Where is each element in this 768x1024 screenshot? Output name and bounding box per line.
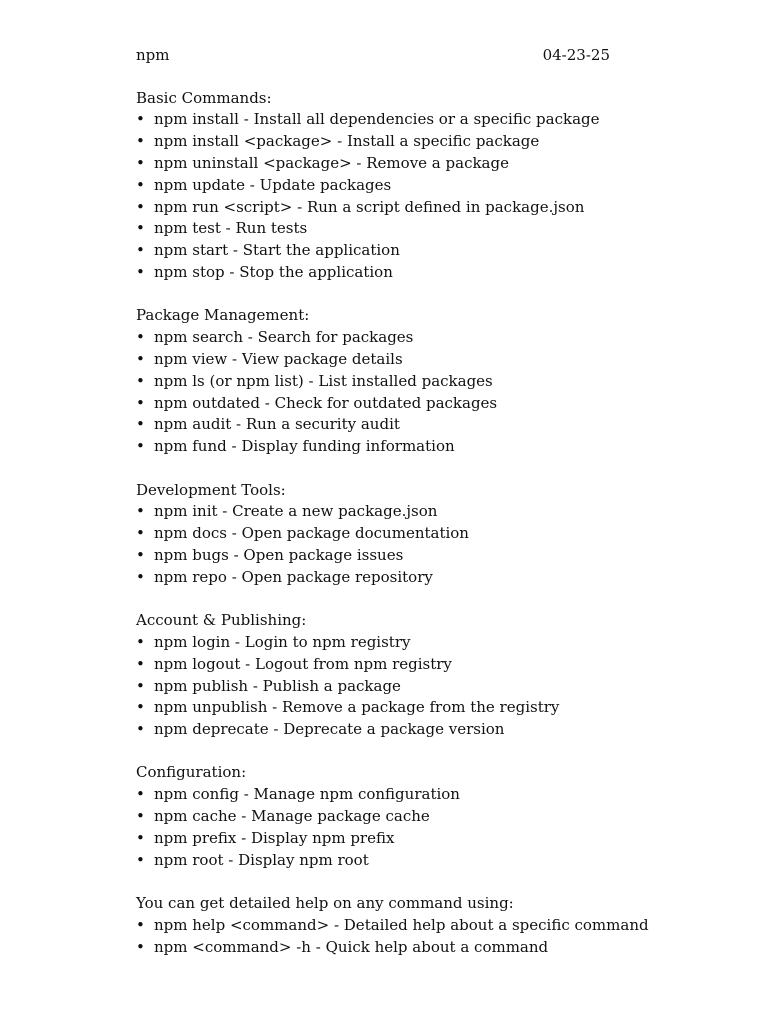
list-item-text: npm root - Display npm root bbox=[154, 850, 369, 869]
bullet-icon: • bbox=[136, 850, 145, 869]
list-item bbox=[136, 806, 610, 828]
section-help bbox=[136, 893, 649, 958]
list-item-text: npm start - Start the application bbox=[154, 241, 400, 260]
list-item bbox=[136, 654, 610, 676]
list-item bbox=[136, 327, 610, 349]
section-development-tools bbox=[136, 480, 610, 589]
list-item-text: npm login - Login to npm registry bbox=[154, 632, 411, 651]
list-item bbox=[136, 109, 610, 131]
list-item bbox=[136, 719, 610, 741]
list-item-text: npm search - Search for packages bbox=[154, 328, 414, 347]
list-item-text: npm help <command> - Detailed help about a specific command bbox=[154, 915, 649, 934]
bullet-icon: • bbox=[136, 328, 145, 347]
section-package-management bbox=[136, 305, 610, 458]
list-item bbox=[136, 218, 610, 240]
list-item bbox=[136, 915, 649, 937]
bullet-icon: • bbox=[136, 175, 145, 194]
list-item-text: npm publish - Publish a package bbox=[154, 676, 401, 695]
command-list bbox=[136, 784, 610, 871]
command-list bbox=[136, 632, 610, 741]
list-item bbox=[136, 850, 610, 872]
list-item-text: npm run <script> - Run a script defined in package.json bbox=[154, 197, 585, 216]
bullet-icon: • bbox=[136, 807, 145, 826]
list-item-text: npm cache - Manage package cache bbox=[154, 807, 430, 826]
bullet-icon: • bbox=[136, 524, 145, 543]
document-title: npm bbox=[136, 46, 170, 64]
list-item-text: npm test - Run tests bbox=[154, 219, 308, 238]
list-item bbox=[136, 523, 610, 545]
command-list bbox=[136, 915, 649, 959]
list-item bbox=[136, 175, 610, 197]
list-item bbox=[136, 501, 610, 523]
list-item-text: npm update - Update packages bbox=[154, 175, 392, 194]
list-item bbox=[136, 131, 610, 153]
bullet-icon: • bbox=[136, 393, 145, 412]
list-item-text: npm deprecate - Deprecate a package version bbox=[154, 720, 505, 739]
bullet-icon: • bbox=[136, 785, 145, 804]
bullet-icon: • bbox=[136, 654, 145, 673]
bullet-icon: • bbox=[136, 720, 145, 739]
list-item-text: npm prefix - Display npm prefix bbox=[154, 828, 395, 847]
bullet-icon: • bbox=[136, 132, 145, 151]
list-item bbox=[136, 262, 610, 284]
bullet-icon: • bbox=[136, 937, 145, 956]
document-page bbox=[136, 44, 649, 980]
command-list bbox=[136, 501, 610, 588]
bullet-icon: • bbox=[136, 197, 145, 216]
list-item bbox=[136, 937, 610, 959]
bullet-icon: • bbox=[136, 698, 145, 717]
list-item bbox=[136, 349, 610, 371]
section-title: Development Tools: bbox=[136, 480, 286, 499]
bullet-icon: • bbox=[136, 676, 145, 695]
list-item-text: npm config - Manage npm configuration bbox=[154, 785, 460, 804]
bullet-icon: • bbox=[136, 632, 145, 651]
bullet-icon: • bbox=[136, 567, 145, 586]
command-list bbox=[136, 109, 610, 283]
list-item-text: npm <command> -h - Quick help about a command bbox=[154, 937, 549, 956]
bullet-icon: • bbox=[136, 415, 145, 434]
list-item bbox=[136, 197, 610, 219]
list-item bbox=[136, 567, 610, 589]
list-item-text: npm stop - Stop the application bbox=[154, 262, 393, 281]
section-title: Package Management: bbox=[136, 306, 310, 325]
bullet-icon: • bbox=[136, 828, 145, 847]
list-item bbox=[136, 414, 610, 436]
section-title: Configuration: bbox=[136, 763, 247, 782]
list-item-text: npm repo - Open package repository bbox=[154, 567, 433, 586]
bullet-icon: • bbox=[136, 153, 145, 172]
list-item-text: npm ls (or npm list) - List installed packages bbox=[154, 371, 493, 390]
list-item bbox=[136, 828, 610, 850]
bullet-icon: • bbox=[136, 219, 145, 238]
bullet-icon: • bbox=[136, 502, 145, 521]
bullet-icon: • bbox=[136, 110, 145, 129]
sections-container bbox=[136, 88, 649, 959]
list-item bbox=[136, 676, 610, 698]
list-item-text: npm audit - Run a security audit bbox=[154, 415, 400, 434]
section-basic-commands bbox=[136, 88, 610, 284]
command-list bbox=[136, 327, 610, 458]
list-item-text: npm init - Create a new package.json bbox=[154, 502, 438, 521]
list-item bbox=[136, 371, 610, 393]
list-item bbox=[136, 153, 610, 175]
document-date: 04-23-25 bbox=[542, 46, 610, 64]
list-item bbox=[136, 436, 610, 458]
bullet-icon: • bbox=[136, 545, 145, 564]
list-item-text: npm uninstall <package> - Remove a package bbox=[154, 153, 509, 172]
list-item bbox=[136, 697, 610, 719]
section-configuration bbox=[136, 762, 610, 871]
bullet-icon: • bbox=[136, 262, 145, 281]
bullet-icon: • bbox=[136, 915, 145, 934]
list-item-text: npm install <package> - Install a specific package bbox=[154, 132, 540, 151]
list-item-text: npm outdated - Check for outdated packages bbox=[154, 393, 498, 412]
list-item-text: npm docs - Open package documentation bbox=[154, 524, 469, 543]
section-title: Account & Publishing: bbox=[136, 611, 307, 630]
list-item-text: npm fund - Display funding information bbox=[154, 437, 455, 456]
list-item bbox=[136, 784, 610, 806]
list-item-text: npm install - Install all dependencies or a specific package bbox=[154, 110, 600, 129]
list-item bbox=[136, 240, 610, 262]
document-header bbox=[136, 44, 610, 66]
list-item-text: npm logout - Logout from npm registry bbox=[154, 654, 452, 673]
list-item-text: npm unpublish - Remove a package from the registry bbox=[154, 698, 560, 717]
bullet-icon: • bbox=[136, 437, 145, 456]
bullet-icon: • bbox=[136, 349, 145, 368]
section-title: Basic Commands: bbox=[136, 88, 272, 107]
list-item-text: npm bugs - Open package issues bbox=[154, 545, 404, 564]
section-title: You can get detailed help on any command using: bbox=[136, 894, 514, 913]
list-item bbox=[136, 632, 610, 654]
list-item-text: npm view - View package details bbox=[154, 349, 403, 368]
list-item bbox=[136, 545, 610, 567]
section-account-publishing bbox=[136, 610, 610, 741]
bullet-icon: • bbox=[136, 371, 145, 390]
bullet-icon: • bbox=[136, 241, 145, 260]
list-item bbox=[136, 393, 610, 415]
